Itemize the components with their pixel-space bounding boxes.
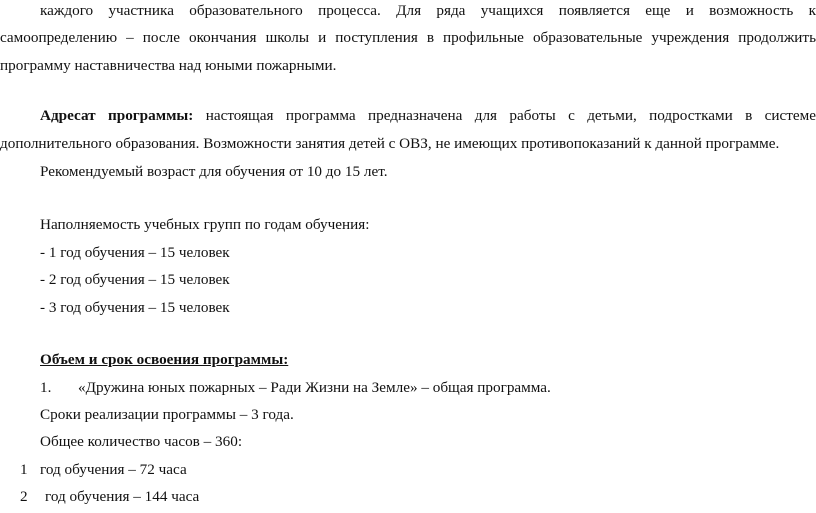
year-text: год обучения – 144 часа bbox=[45, 488, 200, 505]
item-text: «Дружина юных пожарных – Ради Жизни на Земле» – общая программа. bbox=[78, 379, 551, 396]
paragraph-line: программу наставничества над юными пожарными. bbox=[0, 57, 337, 74]
section-heading: Объем и срок освоения программы: bbox=[40, 351, 289, 368]
numbered-item bbox=[40, 379, 551, 397]
groups-intro: Наполняемость учебных групп по годам обучения: bbox=[40, 216, 370, 233]
year-text: год обучения – 72 часа bbox=[40, 461, 187, 478]
year-item bbox=[20, 488, 199, 506]
year-number: 2 bbox=[20, 488, 28, 505]
total-hours-text: Общее количество часов – 360: bbox=[40, 433, 243, 450]
list-item: - 2 год обучения – 15 человек bbox=[40, 271, 230, 288]
list-item: - 1 год обучения – 15 человек bbox=[40, 244, 230, 261]
year-item bbox=[20, 461, 187, 479]
term-text: Сроки реализации программы – 3 года. bbox=[40, 406, 294, 423]
item-number: 1. bbox=[40, 379, 52, 396]
addressee-heading: Адресат программы: bbox=[40, 107, 194, 124]
list-item: - 3 год обучения – 15 человек bbox=[40, 299, 230, 316]
year-number: 1 bbox=[20, 461, 28, 478]
addressee-line: дополнительного образования. Возможности занятия детей с ОВЗ, не имеющих противопоказаний к данной программе. bbox=[0, 135, 780, 152]
addressee-line bbox=[0, 107, 816, 125]
addressee-text: настоящая программа предназначена для работы с детьми, подростками в системе bbox=[205, 107, 816, 124]
paragraph-line: каждого участника образовательного процесса. Для ряда учащихся появляется еще и возможность к bbox=[40, 2, 816, 19]
recommended-age: Рекомендуемый возраст для обучения от 10 до 15 лет. bbox=[40, 163, 388, 180]
paragraph-line: самоопределению – после окончания школы и поступления в профильные образовательные учреждения продолжить bbox=[0, 29, 816, 46]
